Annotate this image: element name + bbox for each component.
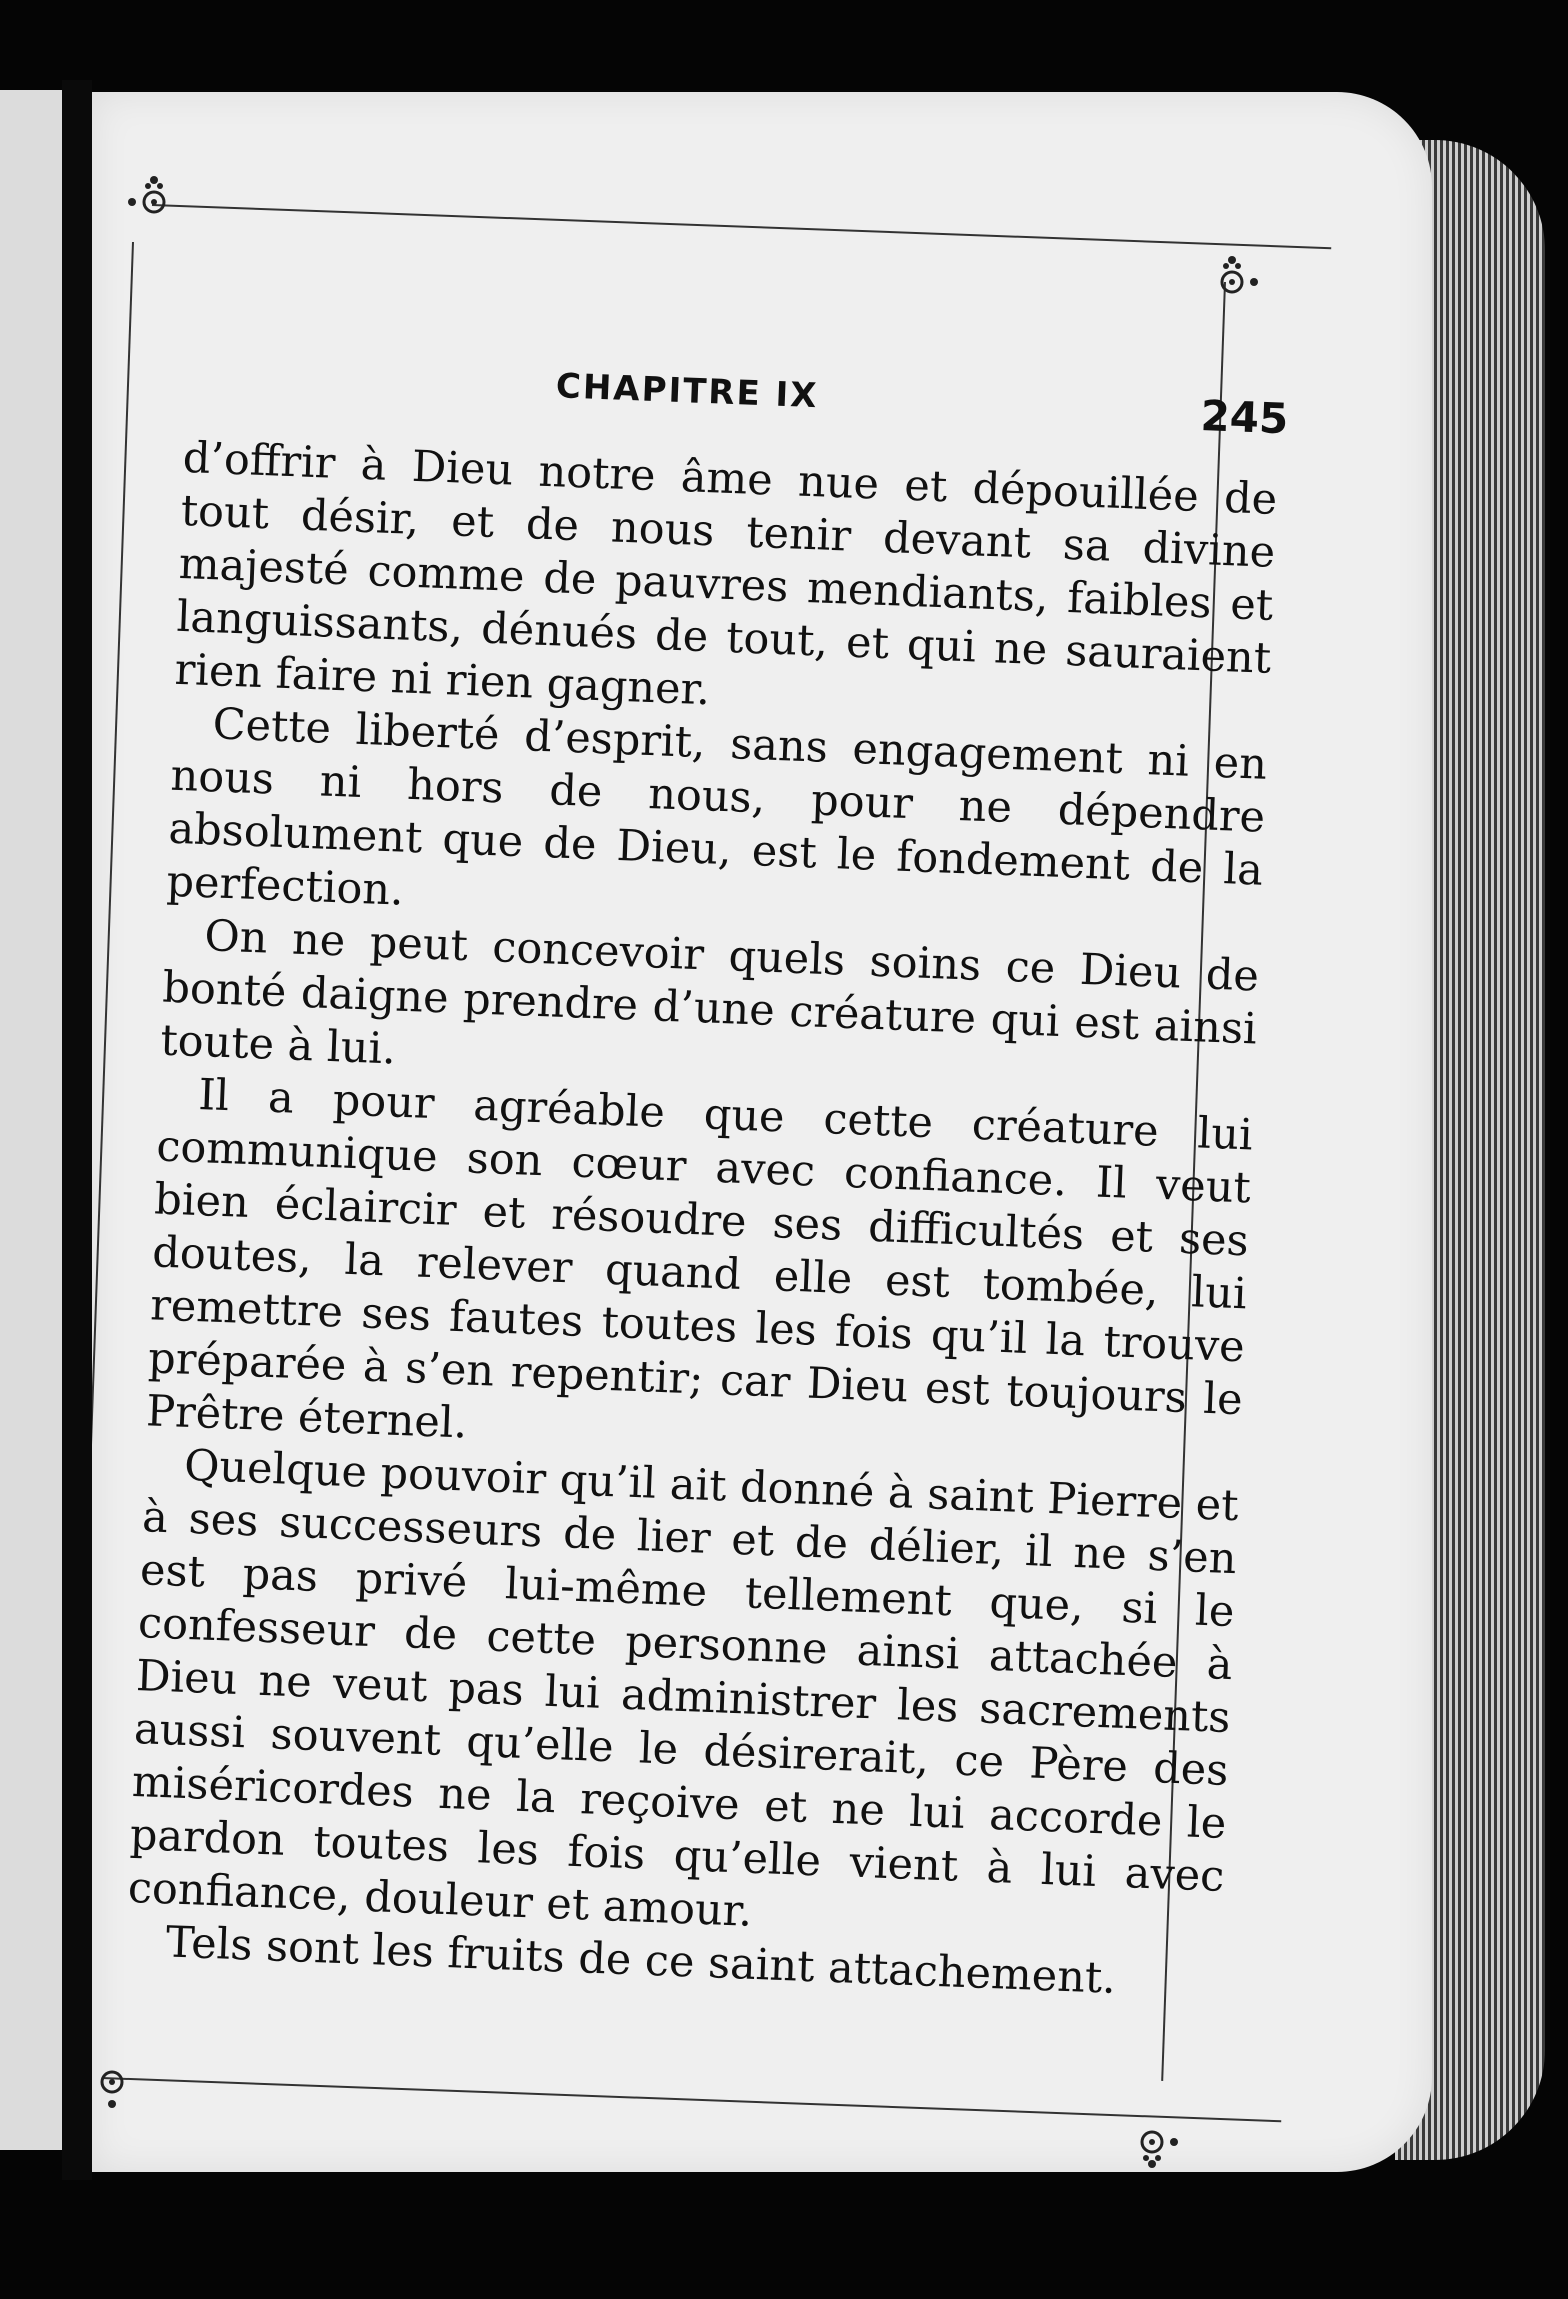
frame-bottom-rule	[102, 2077, 1281, 2122]
paragraph: Tels sont les fruits de ce saint attachement.	[164, 1917, 1117, 2004]
book-gutter	[62, 80, 92, 2180]
body-text	[125, 432, 1278, 2010]
paragraph: Quelque pouvoir qu’il ait donné à saint Pierre et à ses successeurs de lier et de délier, il ne s’en est pas privé lui-même tellement que, si le confesseur de cette personne ainsi attachée à Dieu ne veut pas lui administrer les sacrements aussi souvent qu’elle le désirerait, ce Père des miséricordes ne la reçoive et ne lui accorde le pardon toutes les fois qu’elle vient à lui avec confiance, douleur et amour.	[127, 1440, 1240, 1937]
adjacent-page-edge	[0, 90, 62, 2150]
paragraph: Cette liberté d’esprit, sans engagement ni en nous ni hors de nous, pour ne dépendre absolument que de Dieu, est le fondement de la perfection.	[165, 699, 1268, 916]
page-number: 245	[1199, 390, 1290, 444]
frame-left-rule	[92, 242, 134, 2061]
trefoil-ornament-bottom-left	[92, 2052, 142, 2112]
running-head: CHAPITRE IX	[555, 366, 820, 417]
paragraph: d’offrir à Dieu notre âme nue et dépouillée de tout désir, et de nous tenir devant sa divine majesté comme de pauvres mendiants, faibles et languissants, dénués de tout, et qui ne sauraient rien faire ni rien gagner.	[173, 432, 1279, 716]
trefoil-ornament-bottom-right	[1122, 2112, 1182, 2172]
paragraph: On ne peut concevoir quels soins ce Dieu de bonté daigne prendre d’une créature qui est ainsi toute à lui.	[159, 911, 1260, 1075]
paragraph: Il a pour agréable que cette créature lui communique son cœur avec confiance. Il veut bien éclaircir et résoudre ses difficultés et ses doutes, la relever quand elle est tombée, lui remettre ses fautes toutes les fois qu’il la trouve préparée à s’en repentir; car Dieu est toujours le Prêtre éternel.	[145, 1070, 1254, 1449]
trefoil-ornament-top-left	[124, 172, 184, 232]
frame-top-rule	[152, 204, 1331, 249]
book-page	[92, 92, 1432, 2172]
trefoil-ornament-top-right	[1202, 252, 1262, 312]
page-content	[125, 352, 1290, 2010]
